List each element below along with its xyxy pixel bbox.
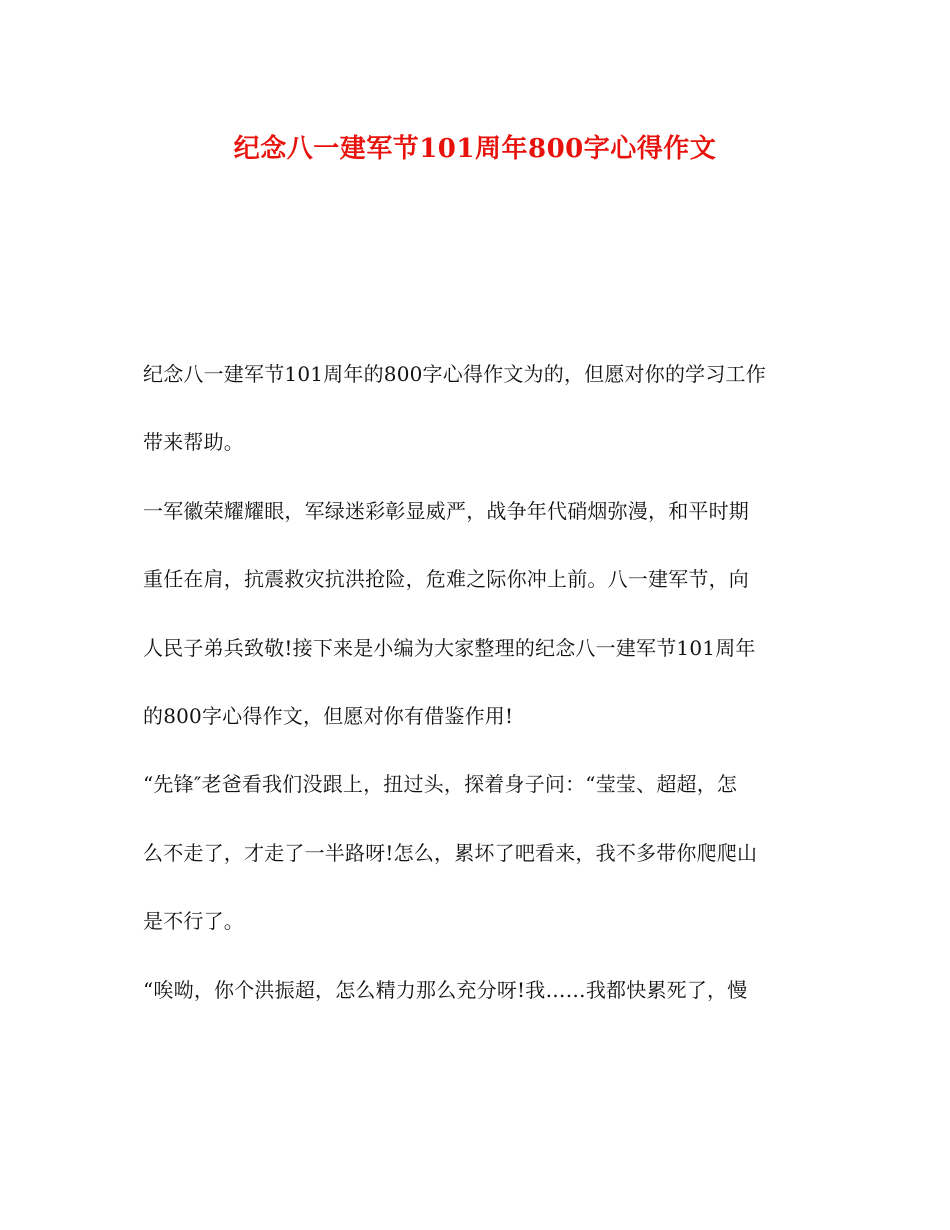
paragraph-line: 纪念八一建军节101周年的800字心得作文为的，但愿对你的学习工作: [143, 362, 766, 386]
paragraph-line: 是不行了。: [143, 909, 244, 934]
paragraph-line: 一军徽荣耀耀眼，军绿迷彩彰显威严，战争年代硝烟弥漫，和平时期: [143, 498, 749, 523]
paragraph-line: 么不走了，才走了一半路呀!怎么，累坏了吧看来，我不多带你爬爬山: [143, 840, 758, 865]
paragraph-line: 带来帮助。: [143, 430, 244, 455]
paragraph-line: 人民子弟兵致敬!接下来是小编为大家整理的纪念八一建军节101周年: [143, 635, 756, 660]
paragraph-line: 的800字心得作文，但愿对你有借鉴作用!: [143, 703, 514, 728]
paragraph-line: “唉呦，你个洪振超，怎么精力那么充分呀!我……我都快累死了，慢: [143, 977, 748, 1002]
paragraph-line: 重任在肩，抗震救灾抗洪抢险，危难之际你冲上前。八一建军节，向: [143, 567, 749, 592]
document-body: [143, 363, 813, 1047]
document-title: 纪念八一建军节101周年800字心得作文: [233, 134, 717, 164]
paragraph-line: “先锋″老爸看我们没跟上，扭过头，探着身子问：“莹莹、超超，怎: [143, 772, 738, 797]
